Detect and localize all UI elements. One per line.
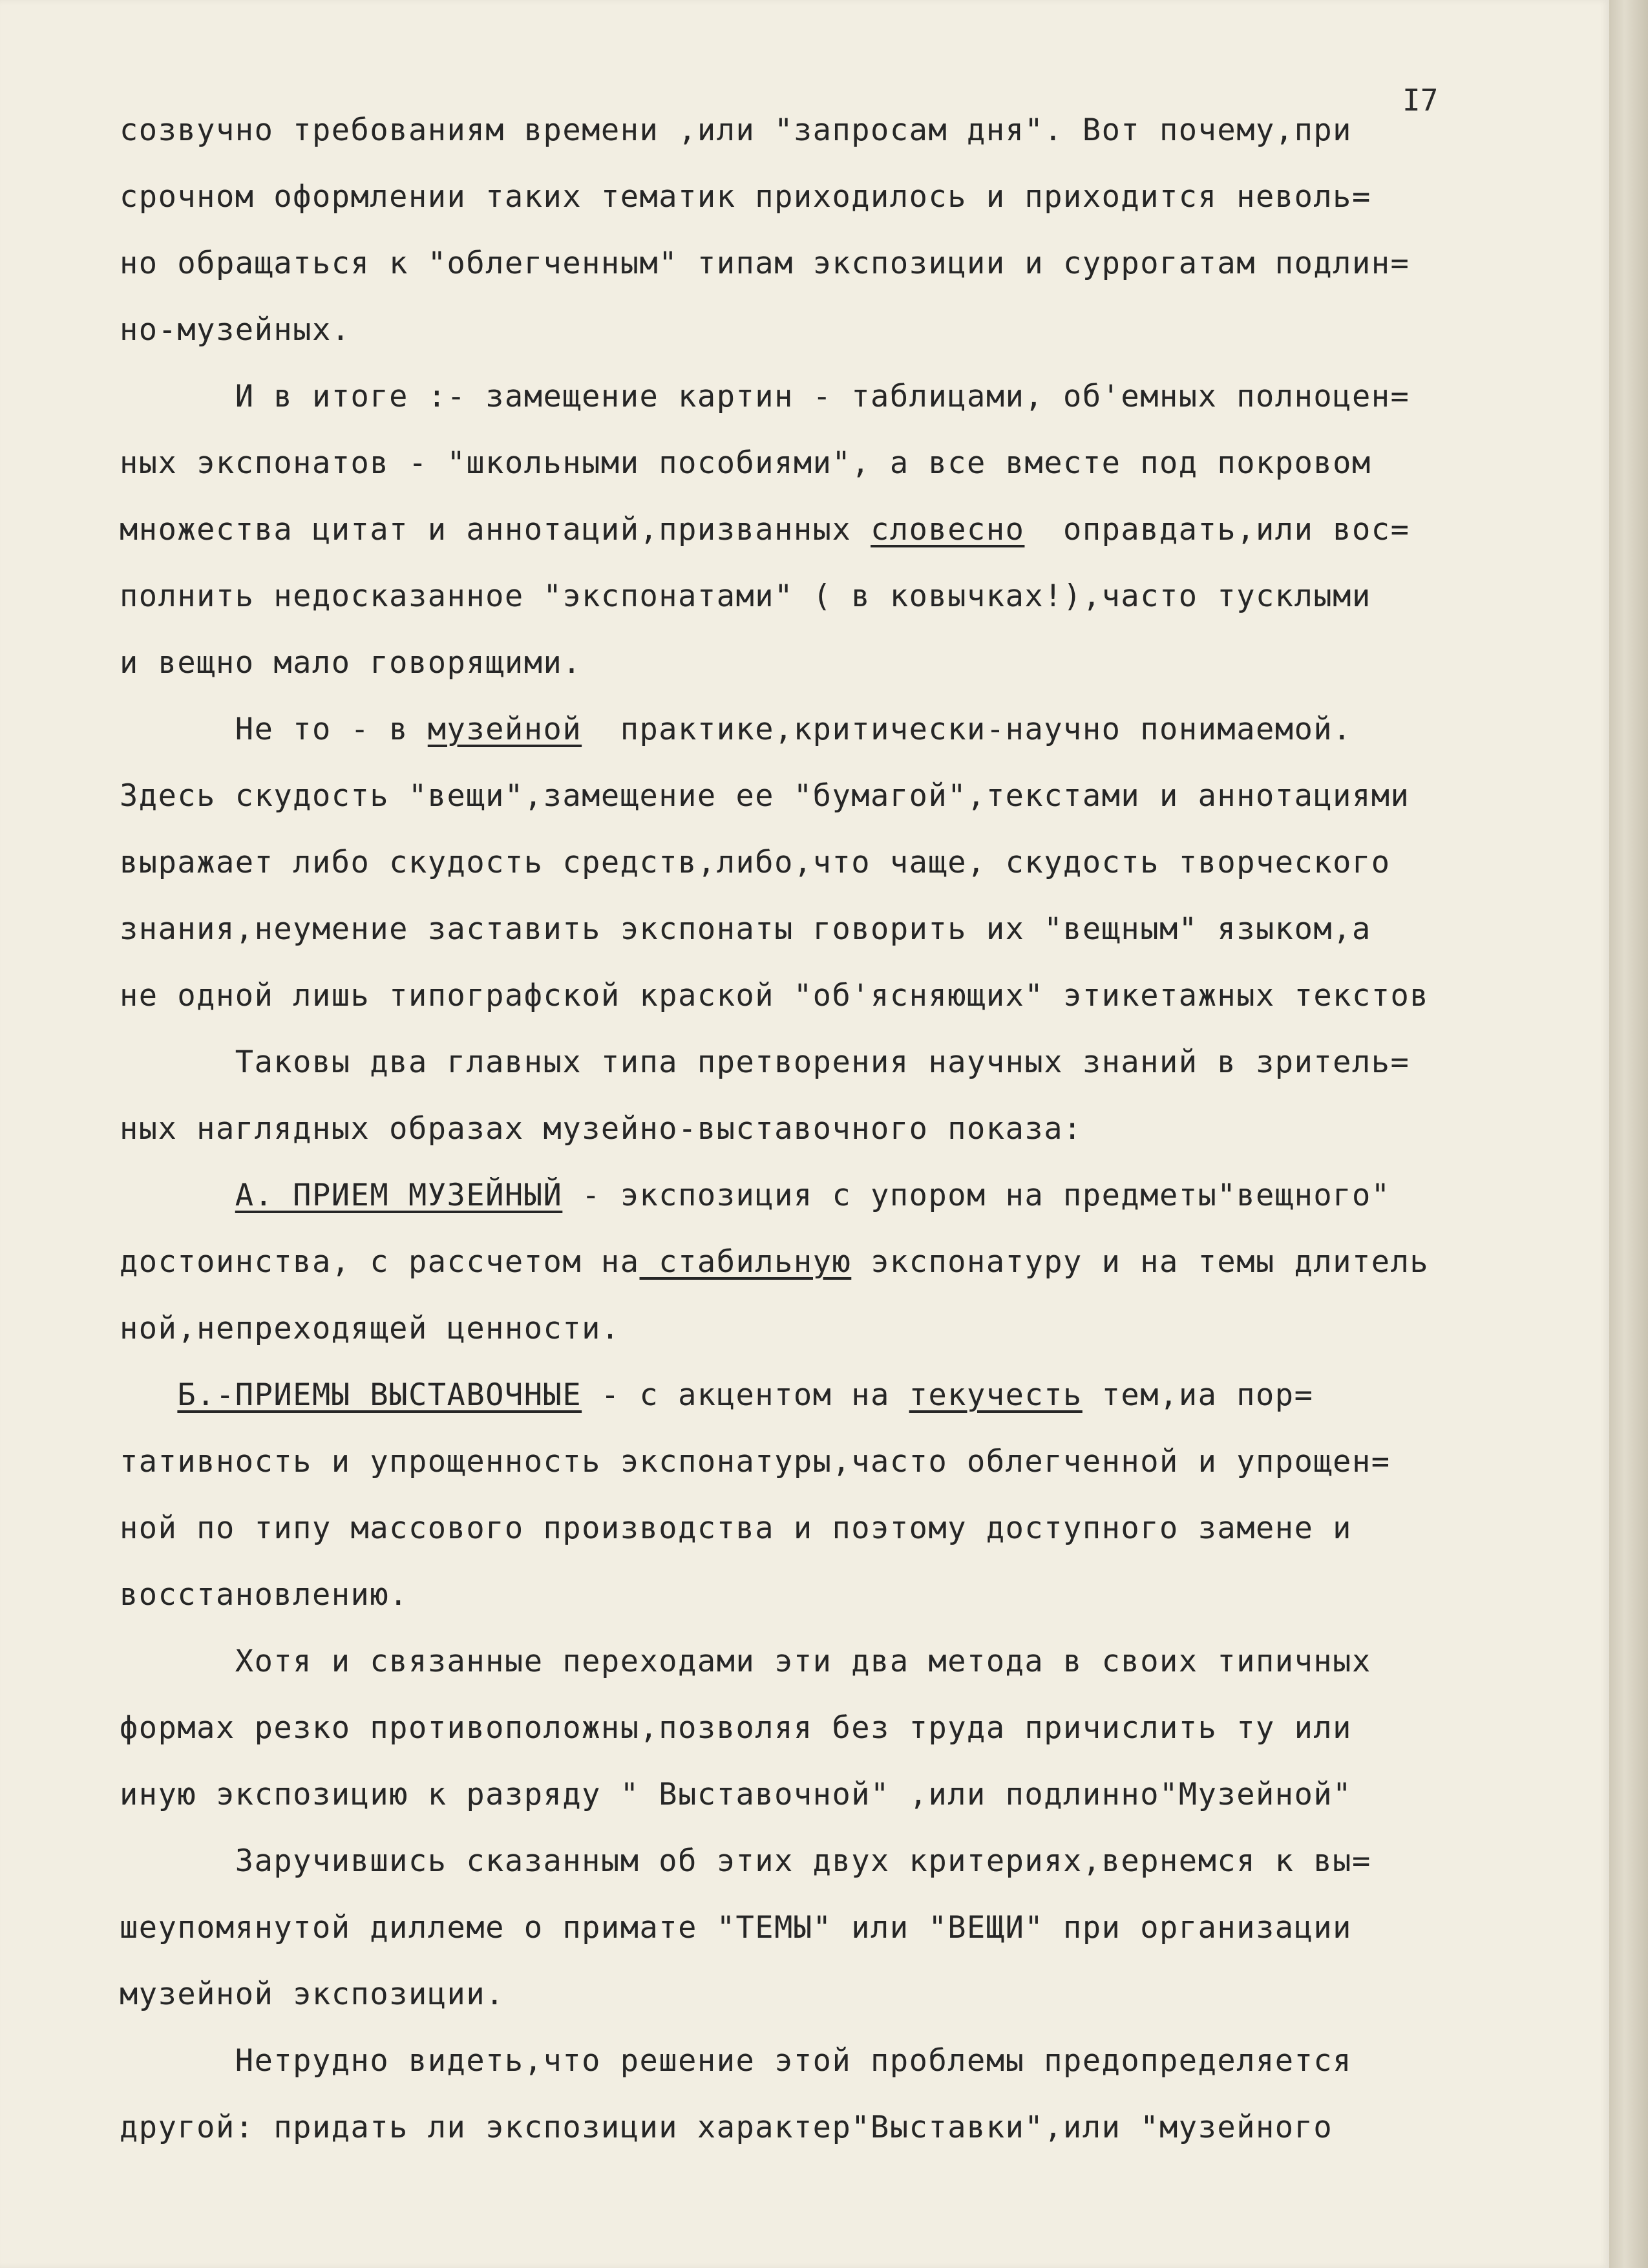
text-segment: экспонатуру и на темы длитель	[851, 1244, 1430, 1280]
underlined-heading: Б.-ПРИЕМЫ ВЫСТАВОЧНЫЕ	[177, 1377, 582, 1413]
text-line: Нетрудно видеть,что решение этой проблемы предопределяется	[120, 2043, 1352, 2079]
text-line: ных наглядных образах музейно-выставочного показа:	[120, 1111, 1083, 1147]
text-segment: оправдать,или вос=	[1024, 512, 1410, 547]
typed-text	[120, 97, 1593, 2161]
text-line	[120, 496, 1593, 563]
text-segment: множества цитат и аннотаций,призванных	[120, 512, 871, 547]
underlined-word: текучесть	[909, 1377, 1083, 1413]
text-line	[120, 1162, 1593, 1229]
text-line: и вещно мало говорящими.	[120, 645, 582, 681]
text-line: И в итоге :- замещение картин - таблицами, об'емных полноцен=	[120, 379, 1410, 414]
text-line: но обращаться к "облегченным" типам экспозиции и суррогатам подлин=	[120, 246, 1410, 281]
text-line: Здесь скудость "вещи",замещение ее "бумагой",текстами и аннотациями	[120, 778, 1410, 814]
text-line: Хотя и связанные переходами эти два метода в своих типичных	[120, 1644, 1371, 1679]
text-line: созвучно требованиям времени ,или "запросам дня". Вот почему,при	[120, 112, 1352, 148]
text-line: другой: придать ли экспозиции характер"Выставки",или "музейного	[120, 2110, 1333, 2145]
text-segment: Не то - в	[120, 712, 428, 747]
text-line: ной,непреходящей ценности.	[120, 1311, 620, 1346]
text-line: полнить недосказанное "экспонатами" ( в ковычках!),часто тусклыми	[120, 578, 1371, 614]
text-line: восстановлению.	[120, 1577, 408, 1613]
text-line: иную экспозицию к разряду " Выставочной" ,или подлинно"Музейной"	[120, 1777, 1352, 1812]
text-line: ных экспонатов - "школьными пособиями", а все вместе под покровом	[120, 445, 1371, 481]
underlined-word: музейной	[427, 712, 582, 747]
text-line	[120, 1362, 1593, 1428]
text-line: Заручившись сказанным об этих двух критериях,вернемся к вы=	[120, 1843, 1371, 1879]
text-line: ной по типу массового производства и поэтому доступного замене и	[120, 1510, 1352, 1546]
text-line: не одной лишь типографской краской "об'ясняющих" этикетажных текстов	[120, 978, 1430, 1013]
underlined-word: словесно	[871, 512, 1025, 547]
text-segment: - с акцентом на	[582, 1377, 909, 1413]
text-segment: достоинства, с рассчетом на	[120, 1244, 640, 1280]
text-line: срочном оформлении таких тематик приходилось и приходится неволь=	[120, 179, 1371, 215]
text-segment: - экспозиция с упором на предметы"вещного"	[562, 1178, 1391, 1213]
text-line: знания,неумение заставить экспонаты говорить их "вещным" языком,а	[120, 911, 1371, 947]
underlined-heading: А. ПРИЕМ МУЗЕЙНЫЙ	[235, 1178, 563, 1213]
text-line: шеупомянутой диллеме о примате "ТЕМЫ" или "ВЕЩИ" при организации	[120, 1910, 1352, 1945]
text-line: но-музейных.	[120, 312, 351, 348]
text-line: выражает либо скудость средств,либо,что чаще, скудость творческого	[120, 845, 1391, 880]
text-line	[120, 1229, 1593, 1295]
text-segment: тем,иа пор=	[1082, 1377, 1314, 1413]
underlined-word: стабильную	[639, 1244, 852, 1280]
text-line: тативность и упрощенность экспонатуры,часто облегченной и упрощен=	[120, 1444, 1391, 1479]
text-line	[120, 696, 1593, 763]
text-line: Таковы два главных типа претворения научных знаний в зритель=	[120, 1044, 1410, 1080]
page-number: I7	[1402, 83, 1439, 118]
text-line: формах резко противоположны,позволяя без труда причислить ту или	[120, 1710, 1352, 1746]
text-segment: практике,критически-научно понимаемой.	[582, 712, 1352, 747]
page-edge	[1609, 0, 1648, 2268]
text-line: музейной экспозиции.	[120, 1977, 505, 2012]
